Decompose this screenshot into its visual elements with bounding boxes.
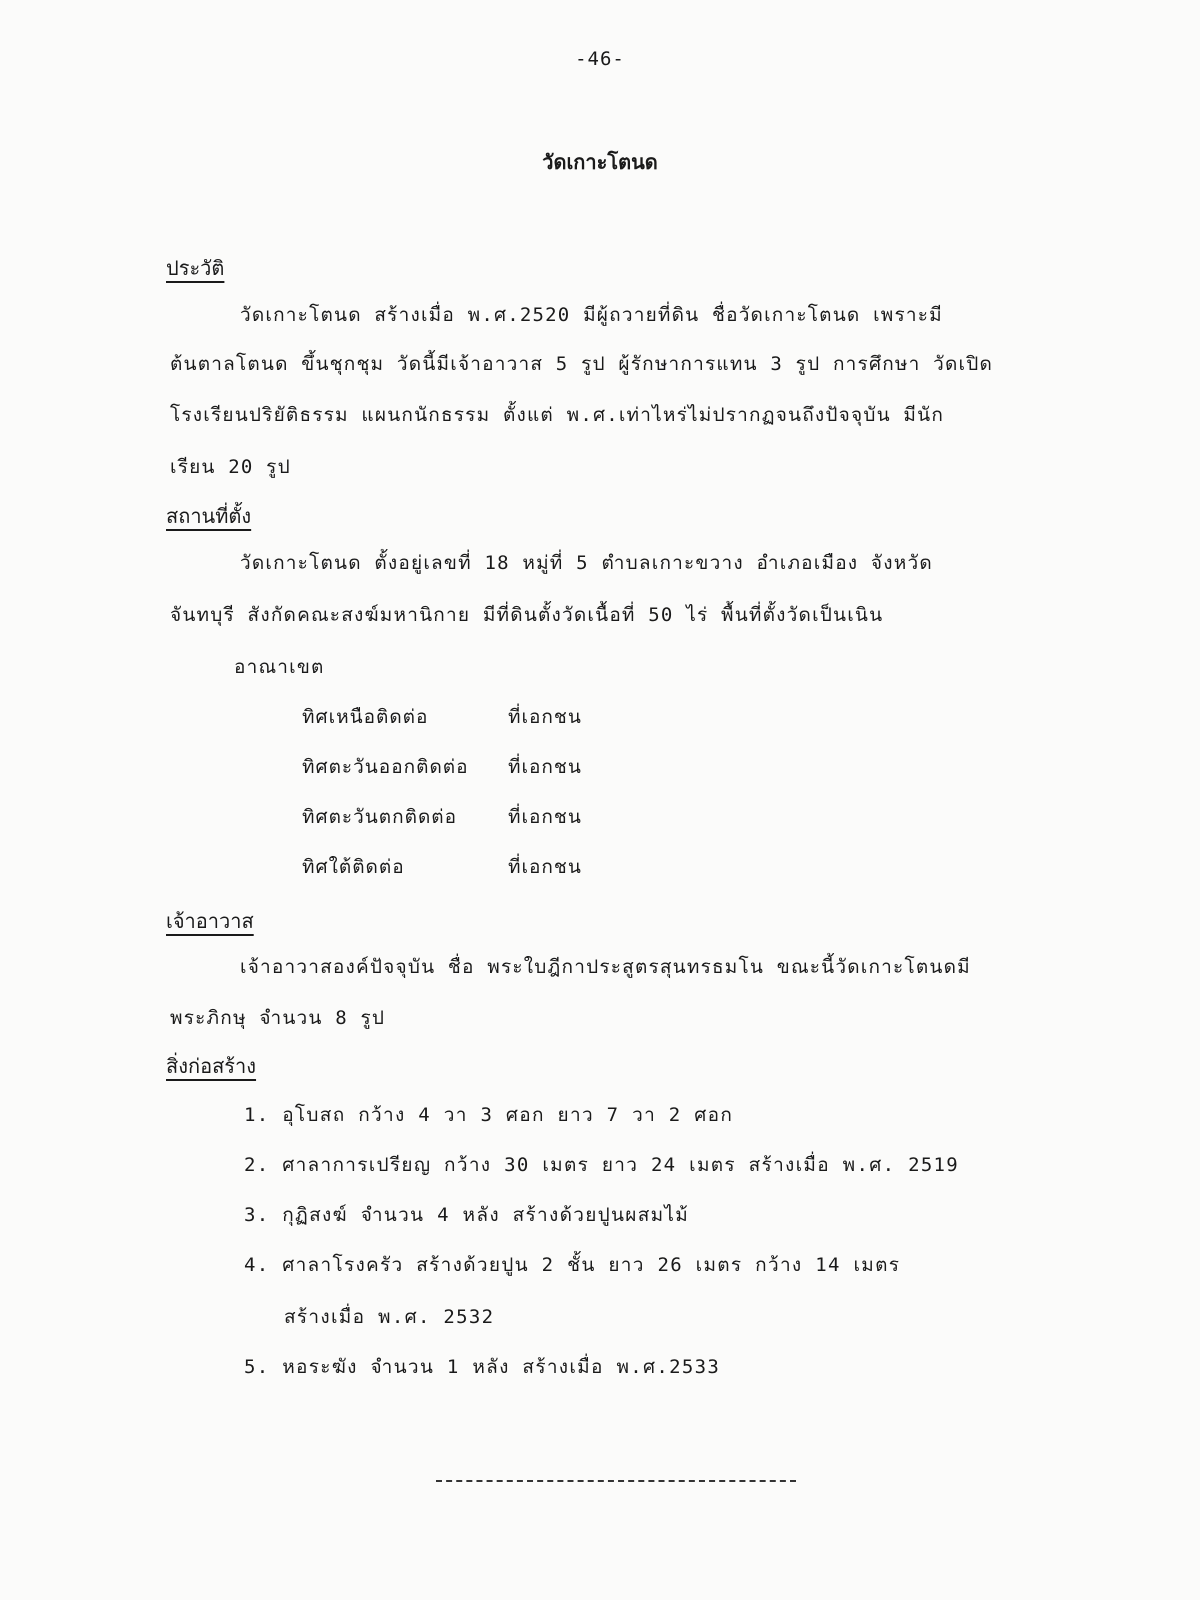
history-heading: ประวัติ: [166, 256, 225, 280]
location-line-2: จันทบุรี สังกัดคณะสงฆ์มหานิกาย มีที่ดินตั้งวัดเนื้อที่ 50 ไร่ พื้นที่ตั้งวัดเป็นเนิน: [170, 604, 884, 626]
building-item-2: 2. ศาลาการเปรียญ กว้าง 30 เมตร ยาว 24 เมตร สร้างเมื่อ พ.ศ. 2519: [244, 1154, 960, 1176]
abbot-heading: เจ้าอาวาส: [166, 909, 254, 933]
end-divider: [436, 1480, 796, 1482]
document-title: วัดเกาะโตนด: [542, 150, 658, 174]
boundary-south-value: ที่เอกชน: [508, 856, 582, 878]
history-line-1: วัดเกาะโตนด สร้างเมื่อ พ.ศ.2520 มีผู้ถวายที่ดิน ชื่อวัดเกาะโตนด เพราะมี: [240, 304, 943, 326]
history-line-2: ต้นตาลโตนด ขึ้นชุกชุม วัดนี้มีเจ้าอาวาส 5 รูป ผู้รักษาการแทน 3 รูป การศึกษา วัดเปิด: [170, 353, 994, 375]
building-item-1: 1. อุโบสถ กว้าง 4 วา 3 ศอก ยาว 7 วา 2 ศอก: [244, 1104, 734, 1126]
building-item-4-continuation: สร้างเมื่อ พ.ศ. 2532: [284, 1306, 495, 1328]
boundary-label: อาณาเขต: [234, 656, 325, 678]
boundary-east-value: ที่เอกชน: [508, 756, 582, 778]
history-line-4: เรียน 20 รูป: [170, 456, 291, 478]
boundary-south-direction: ทิศใต้ติดต่อ: [302, 856, 405, 878]
abbot-line-2: พระภิกษุ จำนวน 8 รูป: [170, 1007, 386, 1029]
buildings-heading: สิ่งก่อสร้าง: [166, 1054, 257, 1078]
page-number: -46-: [575, 48, 625, 70]
building-item-4: 4. ศาลาโรงครัว สร้างด้วยปูน 2 ชั้น ยาว 26 เมตร กว้าง 14 เมตร: [244, 1254, 901, 1276]
boundary-west-direction: ทิศตะวันตกติดต่อ: [302, 806, 458, 828]
abbot-line-1: เจ้าอาวาสองค์ปัจจุบัน ชื่อ พระใบฎีกาประสูตรสุนทรธมโน ขณะนี้วัดเกาะโตนดมี: [240, 956, 971, 978]
boundary-east-direction: ทิศตะวันออกติดต่อ: [302, 756, 469, 778]
building-item-3: 3. กุฏิสงฆ์ จำนวน 4 หลัง สร้างด้วยปูนผสมไม้: [244, 1204, 690, 1226]
building-item-5: 5. หอระฆัง จำนวน 1 หลัง สร้างเมื่อ พ.ศ.2533: [244, 1356, 721, 1378]
location-line-1: วัดเกาะโตนด ตั้งอยู่เลขที่ 18 หมู่ที่ 5 ตำบลเกาะขวาง อำเภอเมือง จังหวัด: [240, 552, 933, 574]
history-line-3: โรงเรียนปริยัติธรรม แผนกนักธรรม ตั้งแต่ พ.ศ.เท่าไหร่ไม่ปรากฏจนถึงปัจจุบัน มีนัก: [170, 404, 945, 426]
location-heading: สถานที่ตั้ง: [166, 504, 252, 528]
boundary-west-value: ที่เอกชน: [508, 806, 582, 828]
boundary-north-direction: ทิศเหนือติดต่อ: [302, 706, 429, 728]
boundary-north-value: ที่เอกชน: [508, 706, 582, 728]
